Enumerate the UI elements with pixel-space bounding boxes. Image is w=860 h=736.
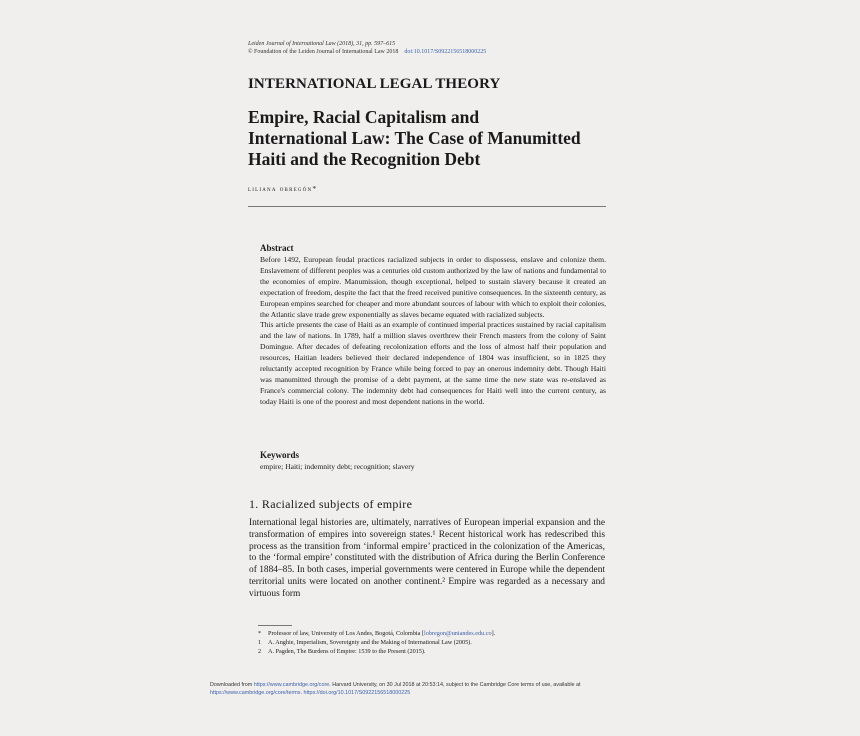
title-line-2: International Law: The Case of Manumitted	[248, 128, 581, 148]
doi-footer-link[interactable]: https://doi.org/10.1017/S0922156518000225	[303, 690, 411, 696]
abstract-body	[260, 255, 606, 408]
title-divider	[248, 206, 606, 207]
title-line-3: Haiti and the Recognition Debt	[248, 149, 481, 169]
terms-link[interactable]: https://www.cambridge.org/core/terms	[210, 690, 301, 696]
footnote-text-end: ].	[491, 630, 496, 637]
article-title	[248, 107, 628, 170]
section-type: INTERNATIONAL LEGAL THEORY	[248, 76, 501, 92]
footnote-author	[258, 630, 588, 638]
author-name: liliana obregón*	[248, 184, 318, 193]
download-footer	[210, 681, 660, 697]
footer-text-mid: . Harvard University, on 30 Jul 2018 at 20:53:14, subject to the Cambridge Core terms of use, available at	[329, 682, 581, 688]
footnote-text: A. Pagden, The Burdens of Empire: 1539 to the Present (2015).	[268, 648, 426, 655]
doi-link[interactable]: doi:10.1017/S0922156518000225	[404, 49, 487, 55]
footer-separator: .	[300, 690, 304, 696]
footnote-text: A. Anghie, Imperialism, Sovereignty and the Making of International Law (2005).	[268, 639, 472, 646]
section-body-text: International legal histories are, ultimately, narratives of European imperial expansion and the transformation of empires into sovereign states.¹ Recent historical work has redescribed this process as the transition from ‘informal empire’ practiced in the colonization of the Americas, to the ‘formal empire’ constituted with the distribution of Africa during the Berlin Conference of 1884–85. In both cases, imperial governments were centered in Europe while the dependent territorial units were located on another continent.² Empire was regarded as a necessary and virtuous form	[249, 518, 605, 599]
keywords-list: empire; Haiti; indemnity debt; recognition; slavery	[260, 462, 415, 471]
journal-citation: Leiden Journal of International Law (2018), 31, pp. 597–615	[248, 41, 396, 47]
abstract-heading: Abstract	[260, 243, 294, 253]
email-link[interactable]: lobregon@uniandes.edu.co	[424, 630, 492, 637]
footer-text: Downloaded from	[210, 682, 254, 688]
abstract-paragraph-1: Before 1492, European feudal practices racialized subjects in order to dispossess, enslave and colonize them. Enslavement of different peoples was a centuries old custom authorized by the law of nations and fundamental to the economies of empire. Manumission, though exceptional, helped to sustain slavery because it created an expectation of freedom, despite the fact that the freed received punitive consequences. In the sixteenth century, as European empires searched for cheaper and more abundant sources of labour with which to exploit their colonies, the Atlantic slave trade grew exponentially as slaves became equated with racialized subjects.	[260, 255, 606, 319]
footnote-divider	[258, 625, 292, 626]
section-heading: 1. Racialized subjects of empire	[249, 497, 413, 511]
journal-copyright	[248, 48, 486, 56]
footnote-1	[258, 639, 588, 647]
keywords-heading: Keywords	[260, 450, 299, 460]
footnote-2	[258, 648, 588, 656]
copyright-text: © Foundation of the Leiden Journal of International Law 2018	[248, 49, 399, 55]
footnote-text: Professor of law, University of Los Andes, Bogotá, Colombia [	[268, 630, 424, 637]
footnote-marker: 2	[258, 648, 262, 655]
footnote-marker: 1	[258, 639, 262, 646]
footnote-marker: *	[258, 630, 262, 637]
title-line-1: Empire, Racial Capitalism and	[248, 107, 480, 127]
abstract-paragraph-2: This article presents the case of Haiti as an example of continued imperial practices sustained by racial capitalism and the law of nations. In 1789, half a million slaves overthrew their French masters from the colony of Saint Domingue. After decades of defeating recolonization efforts and the loss of almost half their population and resources, Haitian leaders believed their declared independence of 1804 was insufficient, so in 1825 they reluctantly accepted recognition by France while being forced to pay an onerous indemnity debt. Though Haiti was manumitted through the promise of a debt payment, at the same time the new state was re-enslaved as France's commercial colony. The indemnity debt had consequences for Haiti well into the current century, as today Haiti is one of the poorest and most dependent nations in the world.	[260, 320, 606, 406]
cambridge-core-link[interactable]: https://www.cambridge.org/core	[253, 682, 330, 688]
